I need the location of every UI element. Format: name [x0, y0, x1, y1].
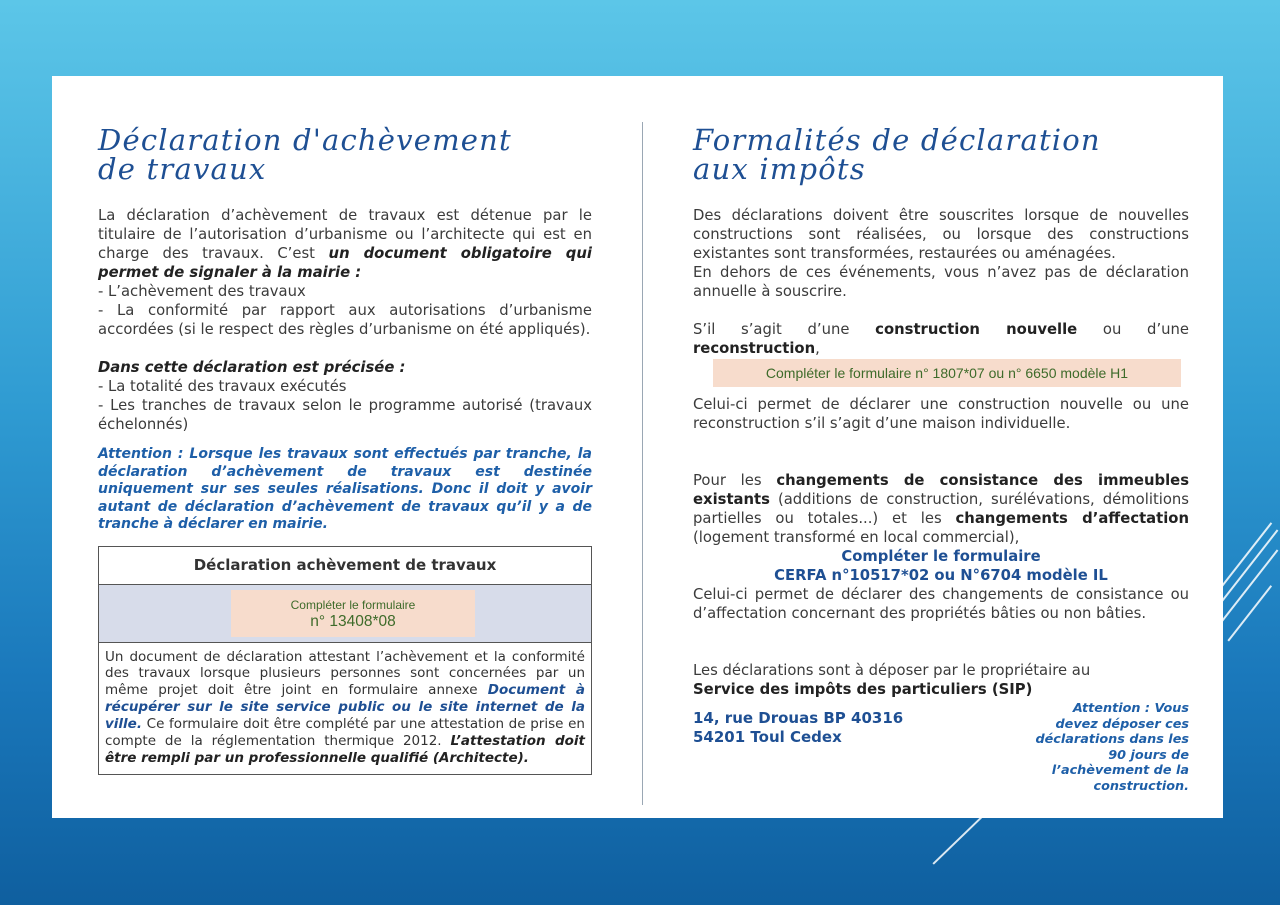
- cerfa-label: Compléter le formulaire: [841, 548, 1041, 565]
- reconstruction: reconstruction: [693, 340, 816, 357]
- construction-pre: S’il s’agit d’une: [693, 321, 876, 338]
- celui-ci-construction: Celui-ci permet de déclarer une construction nouvelle ou une reconstruction s’il s’agit d’une maison individuelle.: [693, 396, 1189, 432]
- address-line2: 54201 Toul Cedex: [693, 728, 842, 746]
- sip-block: [693, 701, 1189, 797]
- decorative-line: [1221, 522, 1271, 586]
- left-title: [98, 123, 592, 186]
- form-number-chip: [231, 590, 475, 637]
- bullet-conformite: - La conformité par rapport aux autorisations d’urbanisme accordées (si le respect des règles d’urbanisme on été appliqués).: [98, 302, 592, 338]
- column-divider: [642, 122, 643, 805]
- construction-end: ,: [815, 340, 820, 357]
- left-title-line2: de travaux: [98, 152, 267, 186]
- form-box: [98, 546, 592, 775]
- form-body-link-text: Document à récupérer sur le site service public ou le site internet de la ville.: [105, 682, 585, 733]
- right-title: [693, 123, 1189, 186]
- form-body-text: Un document de déclaration attestant l’achèvement et la conformité des travaux lorsque plusieurs personnes sont concernées par un même projet doit être joint en formulaire annexe: [105, 648, 585, 699]
- construction-nouvelle: construction nouvelle: [875, 321, 1078, 338]
- form-chip-number: n° 13408*08: [310, 612, 396, 630]
- left-column: [98, 123, 593, 775]
- decorative-line: [932, 815, 983, 865]
- bullet-tranches: - Les tranches de travaux selon le programme autorisé (travaux échelonnés): [98, 397, 592, 433]
- construction-line: [693, 320, 1189, 358]
- precisee-heading: Dans cette déclaration est précisée :: [98, 359, 406, 376]
- right-attention-note: Attention : Vous devez déposer ces déclarations dans les 90 jours de l’achèvement de la construction.: [1035, 701, 1189, 794]
- form-body-bold-text: L’attestation doit être rempli par un professionnelle qualifié (Architecte).: [105, 733, 585, 766]
- form-1807-chip: Compléter le formulaire n° 1807*07 ou n° 6650 modèle H1: [713, 359, 1181, 387]
- form-box-body: [99, 643, 591, 774]
- changes-mid: (additions de construction, surélévations, démolitions partielles ou totales...) et les: [693, 491, 1189, 527]
- form-body-text-2: Ce formulaire doit être complété par une attestation de prise en compte de la réglementation thermique 2012.: [105, 716, 585, 750]
- form-box-header: Déclaration achèvement de travaux: [99, 547, 591, 585]
- right-no-event: En dehors de ces événements, vous n’avez pas de déclaration annuelle à souscrire.: [693, 264, 1189, 300]
- decorative-line: [1227, 585, 1271, 641]
- form-box-band: [99, 585, 591, 643]
- address-line1: 14, rue Drouas BP 40316: [693, 709, 904, 727]
- right-title-line2: aux impôts: [693, 152, 866, 186]
- changes-paragraph: [693, 471, 1189, 547]
- construction-mid: ou d’une: [1077, 321, 1190, 338]
- sip-name: Service des impôts des particuliers (SIP): [693, 681, 1033, 698]
- changes-consistance: changements de consistance des immeubles existants: [693, 472, 1190, 508]
- intro-bold-text: un document obligatoire qui permet de signaler à la mairie :: [98, 245, 593, 281]
- left-intro: [98, 206, 592, 282]
- document-page: [52, 76, 1223, 818]
- deposit-text: Les déclarations sont à déposer par le propriétaire au: [693, 662, 1091, 679]
- changes-affectation: changements d’affectation: [955, 510, 1190, 527]
- cerfa-number: CERFA n°10517*02 ou N°6704 modèle IL: [774, 567, 1108, 584]
- form-chip-label: Compléter le formulaire: [290, 597, 416, 612]
- left-title-line1: Déclaration d'achèvement: [98, 123, 512, 157]
- bullet-totalite: - La totalité des travaux exécutés: [98, 378, 347, 395]
- right-column: [693, 123, 1190, 797]
- intro-text: La déclaration d’achèvement de travaux est détenue par le titulaire de l’autorisation d’urbanisme ou l’architecte qui est en charge des travaux. C’est: [98, 207, 592, 262]
- changes-pre: Pour les: [693, 472, 777, 489]
- changes-end: (logement transformé en local commercial),: [693, 529, 1020, 546]
- celui-ci-changes: Celui-ci permet de déclarer des changements de consistance ou d’affectation concernant des propriétés bâties ou non bâties.: [693, 586, 1189, 622]
- right-title-line1: Formalités de déclaration: [693, 123, 1101, 157]
- left-attention-note: Attention : Lorsque les travaux sont effectués par tranche, la déclaration d’achèvement de travaux est destinée uniquement sur ses seules réalisations. Donc il doit y avoir autant de déclaration d’achèvement de travaux qu’il y a de tranche à déclarer en mairie.: [98, 446, 592, 532]
- right-intro: Des déclarations doivent être souscrites lorsque de nouvelles constructions sont réalisées, ou lorsque des constructions existantes sont transformées, restaurées ou aménagées.: [693, 207, 1189, 262]
- sip-address: [693, 709, 903, 747]
- bullet-achevement: - L’achèvement des travaux: [98, 283, 306, 300]
- decorative-line: [1221, 529, 1278, 601]
